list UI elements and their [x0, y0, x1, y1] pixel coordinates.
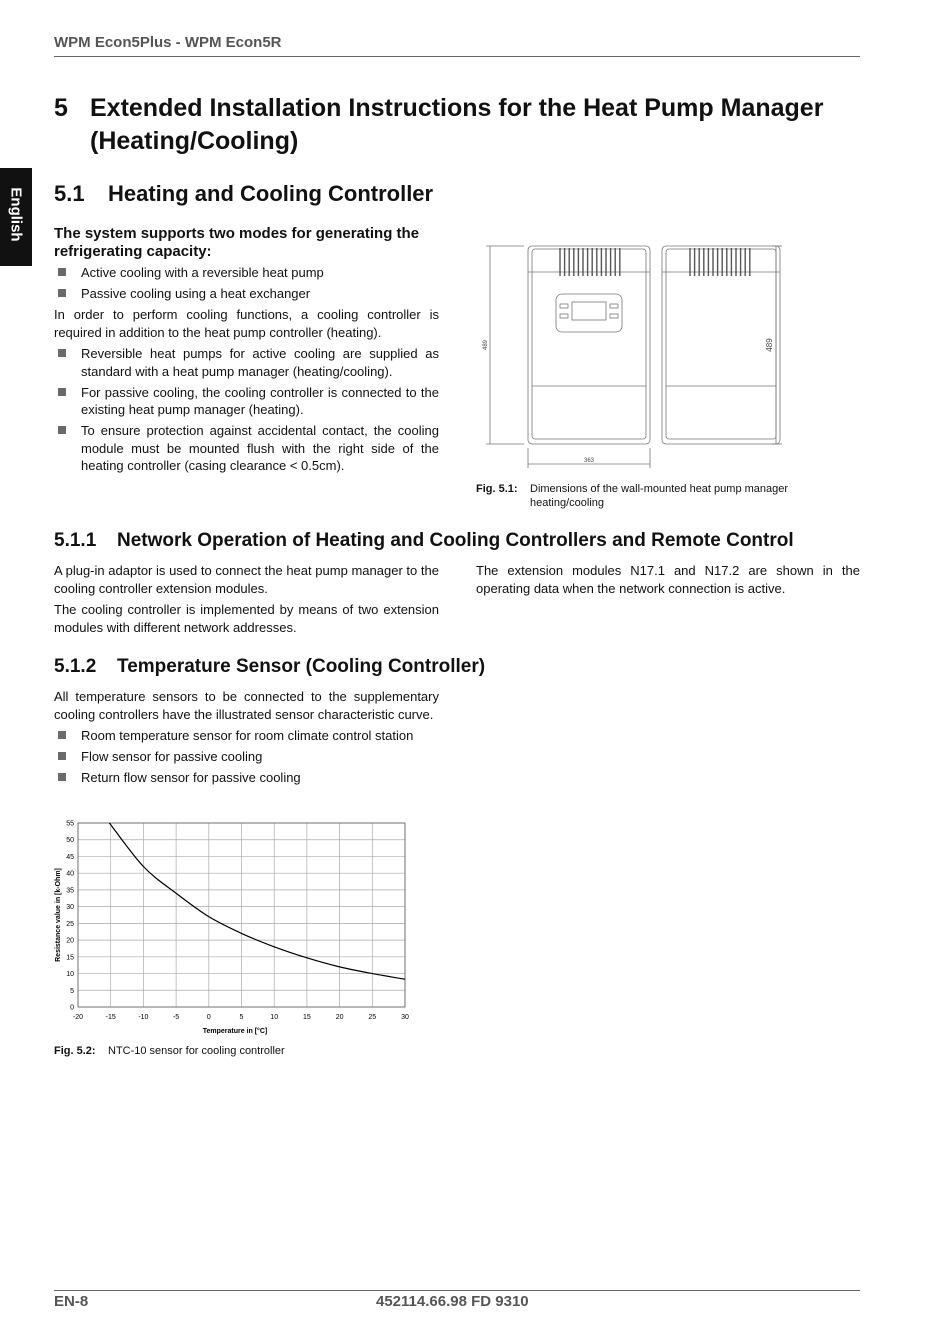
x-axis-label: Temperature in [°C]	[202, 1028, 268, 1035]
section-5-1-number: 5.1	[54, 181, 85, 206]
chapter-title: Extended Installation Instructions for the Heat Pump Manager (Heating/Cooling)	[90, 94, 824, 155]
fig-5-1-label: Fig. 5.1:	[476, 483, 518, 495]
y-tick-label: 5	[70, 987, 74, 995]
y-tick-label: 45	[66, 853, 74, 861]
page-number: EN-8	[54, 1293, 89, 1310]
x-tick-label: -15	[105, 1014, 116, 1021]
running-header: WPM Econ5Plus - WPM Econ5R	[54, 34, 282, 51]
y-tick-label: 50	[66, 837, 74, 845]
list-item: Reversible heat pumps for active cooling are supplied as standard with a heat pump manager (heating/cooling).	[54, 345, 439, 380]
operating-data-paragraph: The extension modules N17.1 and N17.2 are shown in the operating data when the network connection is active.	[476, 563, 860, 596]
list-item: For passive cooling, the cooling controller is connected to the existing heat pump manager (heating).	[54, 384, 439, 419]
list-item: Active cooling with a reversible heat pump	[54, 264, 439, 282]
fig-5-2-label: Fig. 5.2:	[54, 1045, 96, 1057]
section-5-1-title: Heating and Cooling Controller	[108, 181, 434, 206]
y-tick-label: 55	[66, 820, 74, 828]
y-tick-label: 0	[70, 1004, 74, 1012]
x-tick-label: -5	[172, 1014, 180, 1021]
section-5-1-heading	[54, 181, 474, 211]
y-tick-label: 30	[66, 904, 74, 912]
section-5-1-body	[54, 225, 439, 478]
chapter-heading	[54, 92, 854, 162]
language-tab-label: English	[7, 187, 25, 242]
language-tab	[0, 168, 32, 266]
section-5-1-1-title: Network Operation of Heating and Cooling Controllers and Remote Control	[117, 530, 794, 551]
dim-height-right-label: 489	[765, 338, 774, 352]
document-number: 452114.66.98 FD 9310	[376, 1293, 529, 1310]
x-tick-label: -10	[138, 1014, 149, 1021]
modes-list	[54, 264, 439, 303]
cooling-paragraph: In order to perform cooling functions, a cooling controller is required in addition to the heat pump controller (heating).	[54, 307, 439, 340]
chapter-number: 5	[54, 94, 68, 122]
footer-rule	[54, 1290, 860, 1291]
sensor-paragraph: All temperature sensors to be connected to the supplementary cooling controllers have the illustrated sensor characteristic curve.	[54, 689, 439, 722]
x-tick-label: 10	[270, 1014, 279, 1021]
x-tick-label: 25	[368, 1014, 377, 1021]
dim-width-label: 363	[583, 458, 595, 464]
adaptor-paragraph: A plug-in adaptor is used to connect the heat pump manager to the cooling controller extension modules.	[54, 563, 439, 596]
y-tick-label: 15	[66, 954, 74, 962]
section-5-1-2-number: 5.1.2	[54, 656, 97, 677]
fig-5-2-caption-text: NTC-10 sensor for cooling controller	[108, 1045, 285, 1057]
controller-dimension-drawing	[476, 236, 860, 472]
list-item: To ensure protection against accidental contact, the cooling module must be mounted flush with the right side of the heating controller (casing clearance < 0.5cm).	[54, 422, 439, 475]
y-tick-label: 25	[66, 920, 74, 928]
header-rule	[54, 56, 860, 57]
section-5-1-2-title: Temperature Sensor (Cooling Controller)	[117, 656, 486, 677]
sensor-list	[54, 727, 439, 787]
extension-modules-paragraph: The cooling controller is implemented by means of two extension modules with different network addresses.	[54, 602, 439, 635]
y-tick-label: 35	[66, 887, 74, 895]
dim-height-left-label: 489	[483, 339, 489, 351]
section-5-1-1-heading	[54, 530, 860, 556]
modes-intro: The system supports two modes for generating the refrigerating capacity:	[54, 225, 420, 260]
x-tick-label: 30	[401, 1014, 409, 1021]
x-tick-label: 5	[239, 1014, 244, 1021]
section-5-1-1-left	[54, 562, 439, 636]
fig-5-2-caption	[54, 1044, 434, 1060]
x-tick-label: 20	[335, 1014, 344, 1021]
y-tick-label: 20	[66, 937, 74, 945]
fig-5-1-caption	[476, 482, 816, 512]
list-item: Passive cooling using a heat exchanger	[54, 285, 439, 303]
y-tick-label: 10	[66, 971, 74, 979]
fig-5-1-caption-text: Dimensions of the wall-mounted heat pump manager heating/cooling	[530, 483, 789, 509]
ntc-sensor-chart	[50, 815, 420, 1040]
y-axis-label: Resistance value in [k-Ohm]	[55, 868, 62, 962]
notes-list	[54, 345, 439, 475]
y-tick-label: 40	[66, 870, 74, 878]
x-tick-label: -20	[72, 1014, 84, 1021]
list-item: Return flow sensor for passive cooling	[54, 769, 439, 787]
section-5-1-2-heading	[54, 656, 860, 682]
list-item: Room temperature sensor for room climate control station	[54, 727, 439, 745]
resistance-curve	[109, 823, 405, 979]
section-5-1-1-number: 5.1.1	[54, 530, 97, 551]
section-5-1-2-body	[54, 688, 439, 790]
x-tick-label: 0	[206, 1014, 211, 1021]
list-item: Flow sensor for passive cooling	[54, 748, 439, 766]
x-tick-label: 15	[303, 1014, 311, 1021]
